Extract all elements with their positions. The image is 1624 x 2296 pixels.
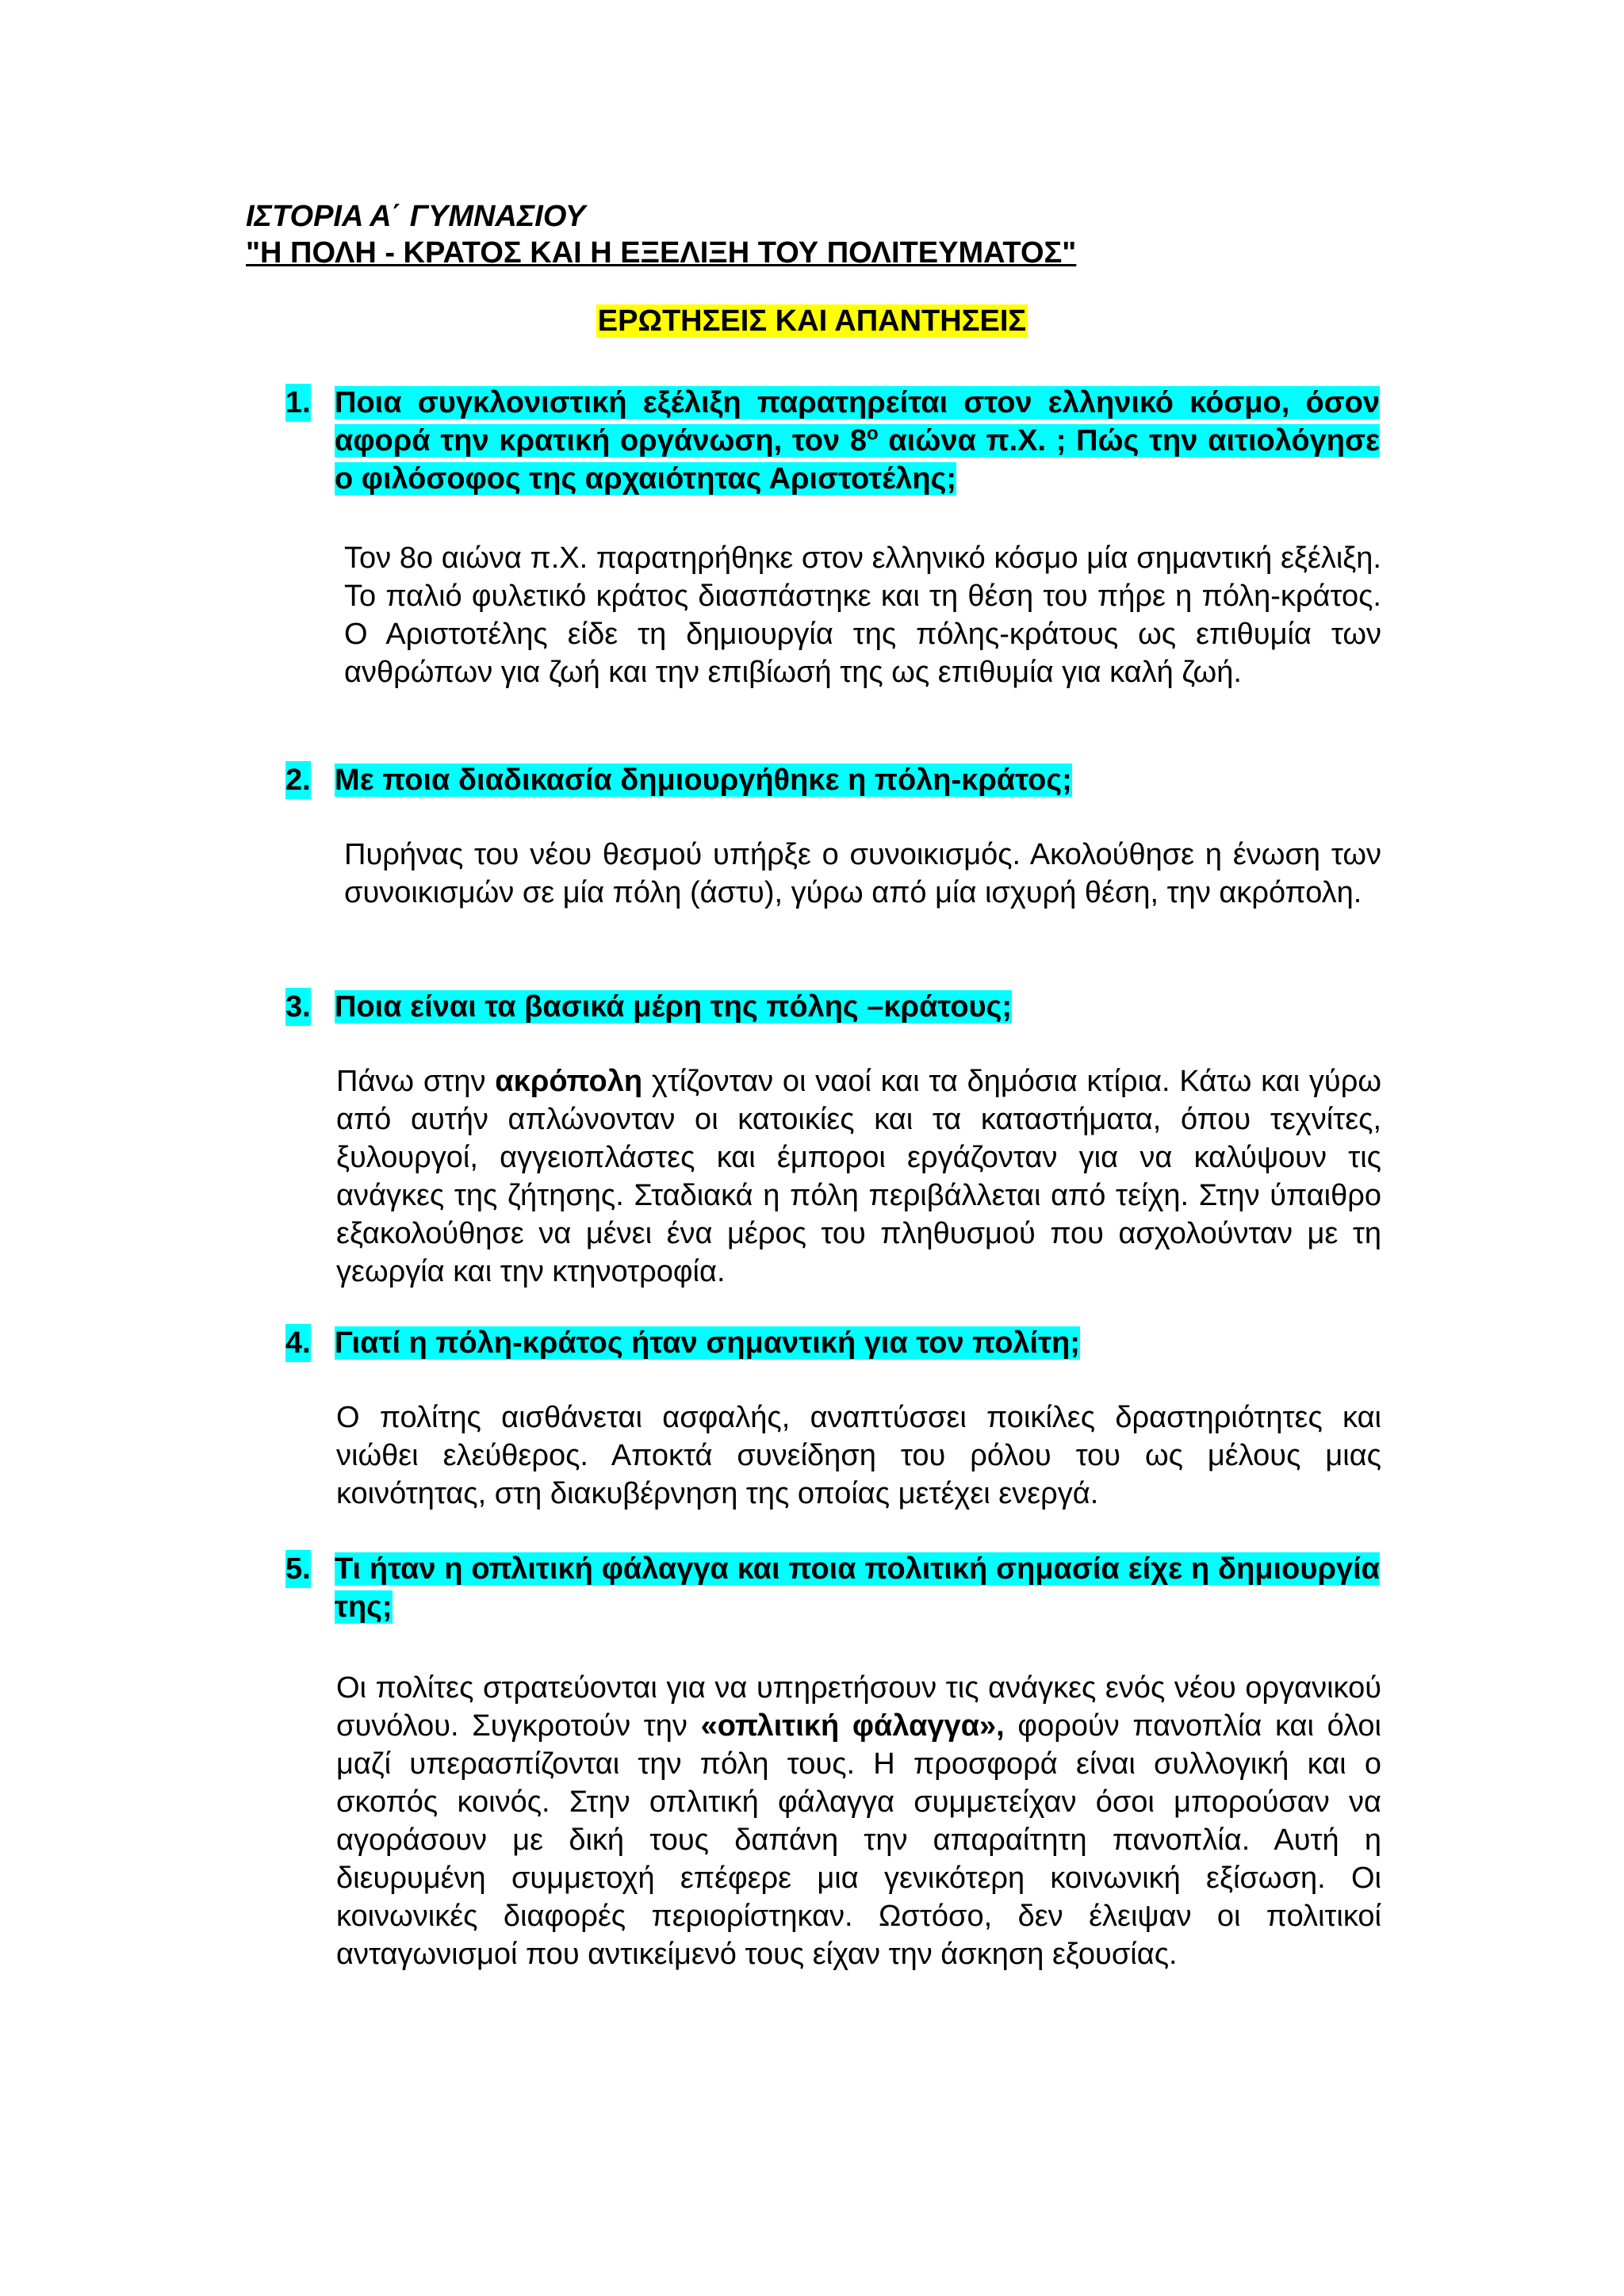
qa-item-2 bbox=[0, 761, 1624, 912]
answer-bold-term: ακρόπολη bbox=[495, 1065, 643, 1098]
answer-text: Οι πολίτες στρατεύονται για να υπηρετήσουν τις ανάγκες ενός νέου οργανικού συνόλου. Συγκροτούν την bbox=[336, 1671, 1381, 1743]
question-1 bbox=[285, 384, 1380, 498]
question-text bbox=[335, 761, 1380, 799]
document-title: ΙΣΤΟΡΙΑ Α΄ ΓΥΜΝΑΣΙΟΥ bbox=[246, 200, 586, 233]
answer-4: Ο πολίτης αισθάνεται ασφαλής, αναπτύσσει ποικίλες δραστηριότητες και νιώθει ελεύθερος. Αποκτά συνείδηση του ρόλου του ως μέλους μιας κοινότητας, στη διακυβέρνηση της οποίας μετέχει ενεργά. bbox=[336, 1401, 1381, 1510]
question-2 bbox=[285, 761, 1380, 799]
question-4 bbox=[285, 1324, 1380, 1362]
answer-text: χτίζονταν οι ναοί και τα δημόσια κτίρια. Κάτω και γύρω από αυτήν απλώνονταν οι κατοικίες και τα καταστήματα, όπου τεχνίτες, ξυλουργοί, αγγειοπλάστες και έμποροι εργάζονταν για να καλύψουν τις ανάγκες της ζήτησης. Σταδιακά η πόλη περιβάλλεται από τείχη. Στην ύπαιθρο εξακολούθησε να μένει ένα μέρος του πληθυσμού που ασχολούνταν με τη γεωργία και την κτηνοτροφία. bbox=[336, 1065, 1381, 1288]
qa-item-1 bbox=[0, 384, 1624, 691]
question-number: 5. bbox=[285, 1550, 311, 1588]
question-text-content: Γιατί η πόλη-κράτος ήταν σημαντική για τον πολίτη; bbox=[335, 1326, 1080, 1360]
question-number: 3. bbox=[285, 988, 311, 1026]
question-text-part1: Ποια συγκλονιστική εξέλιξη παρατηρείται στον ελληνικό κόσμο, όσον αφορά την κρατική οργάνωση, τον 8 bbox=[335, 386, 1380, 457]
question-text bbox=[335, 384, 1380, 498]
question-number: 2. bbox=[285, 761, 311, 799]
answer-bold-term: «οπλιτική φάλαγγα», bbox=[700, 1709, 1005, 1743]
question-text-part2: αιώνα π.Χ. ; Πώς την αιτιολόγησε ο φιλόσοφος της αρχαιότητας Αριστοτέλης; bbox=[335, 424, 1380, 496]
answer-text: φορούν πανοπλία και όλοι μαζί υπερασπίζονται την πόλη τους. Η προσφορά είναι συλλογική και ο σκοπός κοινός. Στην οπλιτική φάλαγγα συμμετείχαν όσοι μπορούσαν να αγοράσουν με δική τους δαπάνη την απαραίτητη πανοπλία. Αυτή η διευρυμένη συμμετοχή επέφερε μια γενικότερη κοινωνική εξίσωση. Οι κοινωνικές διαφορές περιορίστηκαν. Ωστόσο, δεν έλειψαν οι πολιτικοί ανταγωνισμοί που αντικείμενό τους είχαν την άσκηση εξουσίας. bbox=[336, 1709, 1381, 1971]
question-text bbox=[335, 1324, 1380, 1362]
answer-text: Πάνω στην bbox=[336, 1065, 496, 1098]
answer-1: Τον 8ο αιώνα π.Χ. παρατηρήθηκε στον ελληνικό κόσμο μία σημαντική εξέλιξη. Το παλιό φυλετικό κράτος διασπάστηκε και τη θέση του πήρε η πόλη-κράτος. Ο Αριστοτέλης είδε τη δημιουργία της πόλης-κράτους ως επιθυμία των ανθρώπων για ζωή και την επιβίωσή της ως επιθυμία για καλή ζωή. bbox=[344, 541, 1381, 689]
answer-3 bbox=[336, 1062, 1381, 1291]
document-subtitle: "Η ΠΟΛΗ - ΚΡΑΤΟΣ ΚΑΙ Η ΕΞΕΛΙΞΗ ΤΟΥ ΠΟΛΙΤΕΥΜΑΤΟΣ" bbox=[246, 236, 1077, 270]
question-number: 4. bbox=[285, 1324, 311, 1362]
qa-item-5 bbox=[0, 1550, 1624, 1973]
question-text-content: Με ποια διαδικασία δημιουργήθηκε η πόλη-κράτος; bbox=[335, 763, 1072, 797]
answer-5 bbox=[336, 1669, 1381, 1973]
question-text bbox=[335, 988, 1380, 1026]
question-5 bbox=[285, 1550, 1380, 1626]
section-heading-text: ΕΡΩΤΗΣΕΙΣ ΚΑΙ ΑΠΑΝΤΗΣΕΙΣ bbox=[597, 304, 1027, 338]
section-heading bbox=[0, 303, 1624, 339]
question-superscript: ο bbox=[866, 423, 879, 445]
answer-2: Πυρήνας του νέου θεσμού υπήρξε ο συνοικισμός. Ακολούθησε η ένωση των συνοικισμών σε μία πόλη (άστυ), γύρω από μία ισχυρή θέση, την ακρόπολη. bbox=[344, 838, 1381, 909]
question-number: 1. bbox=[285, 384, 311, 422]
question-text-content: Ποια είναι τα βασικά μέρη της πόλης –κράτους; bbox=[335, 990, 1013, 1024]
qa-item-4 bbox=[0, 1324, 1624, 1513]
qa-item-3 bbox=[0, 988, 1624, 1291]
question-text bbox=[335, 1550, 1380, 1626]
question-text-content: Τι ήταν η οπλιτική φάλαγγα και ποια πολιτική σημασία είχε η δημιουργία της; bbox=[335, 1552, 1380, 1624]
question-3 bbox=[285, 988, 1380, 1026]
